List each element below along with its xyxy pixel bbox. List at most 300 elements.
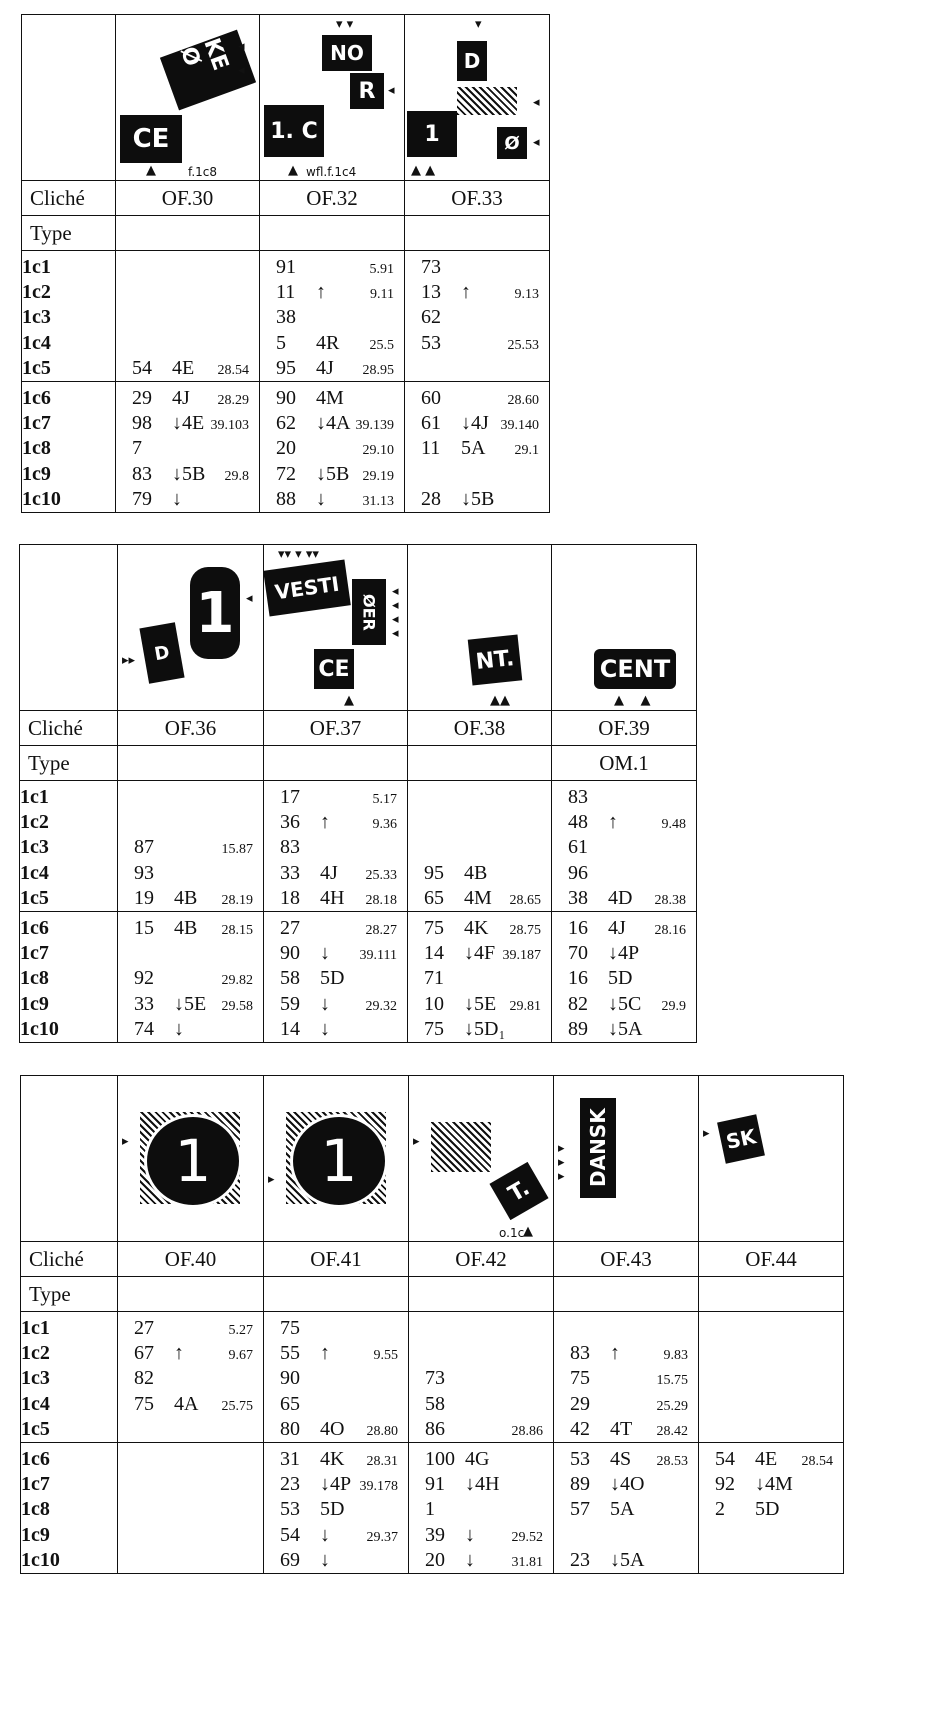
data-cell [116, 251, 260, 382]
image-cell-of37 [264, 545, 408, 711]
stamp-fragment-image: DANSK [580, 1098, 616, 1198]
data-cell [264, 1312, 409, 1443]
position-number: 27 [280, 917, 300, 940]
reference-number: 28.53 [656, 1454, 688, 1470]
data-cell [116, 382, 260, 513]
entry-line [552, 810, 696, 835]
type-value [699, 1277, 844, 1312]
row-labels-upper [22, 251, 116, 382]
reference-number: 29.9 [661, 998, 686, 1014]
position-number: 15 [134, 917, 154, 940]
entry-line [409, 1523, 553, 1548]
variety-code: ↓ [320, 942, 330, 965]
position-number: 73 [425, 1367, 445, 1390]
variety-code: ↓4F [464, 942, 496, 965]
position-number: 1 [425, 1498, 435, 1521]
data-cell [260, 382, 405, 513]
type-value [118, 746, 264, 781]
reference-number: 9.13 [514, 287, 539, 303]
position-number: 36 [280, 811, 300, 834]
image-caption: o.1c [499, 1226, 525, 1240]
position-number: 87 [134, 836, 154, 859]
entry-line [409, 1316, 553, 1341]
stamp-fragment-image: R [350, 73, 384, 109]
row-label: 1c3 [22, 306, 51, 329]
variety-code: ↓5E [174, 992, 207, 1015]
variety-code: 4E [755, 1448, 778, 1471]
reference-number: 25.33 [365, 867, 397, 883]
type-value [116, 216, 260, 251]
arrow-marker-icon: ◂ [533, 135, 540, 150]
data-cell [552, 912, 697, 1043]
arrow-marker-icon: ◂ [238, 63, 245, 78]
variety-code: 5D [608, 967, 633, 990]
variety-code: 4G [465, 1448, 490, 1471]
reference-number: 28.54 [217, 362, 249, 378]
image-cell-of41 [264, 1076, 409, 1242]
cliche-label: Cliché [20, 711, 118, 746]
entry-line [554, 1341, 698, 1366]
entry-line [405, 255, 549, 280]
data-cell [118, 912, 264, 1043]
entry-line [554, 1417, 698, 1442]
reference-number: 9.11 [370, 287, 394, 303]
entry-line [260, 356, 404, 381]
position-number: 38 [568, 886, 588, 909]
entry-line [699, 1548, 843, 1573]
arrow-marker-icon: ▸ [703, 1126, 710, 1141]
position-number: 54 [280, 1523, 300, 1546]
position-number: 59 [280, 992, 300, 1015]
reference-number: 28.65 [509, 892, 541, 908]
row-label: 1c9 [20, 992, 49, 1015]
position-number: 54 [715, 1448, 735, 1471]
entry-line [118, 966, 263, 991]
variety-code: 4J [316, 356, 334, 379]
position-number: 14 [424, 942, 444, 965]
plate-table-2 [19, 544, 697, 1043]
position-number: 75 [424, 1017, 444, 1040]
reference-number: 28.75 [509, 923, 541, 939]
entry-line [554, 1392, 698, 1417]
type-value [264, 1277, 409, 1312]
position-number: 53 [421, 331, 441, 354]
entry-line [552, 785, 696, 810]
entry-line [260, 386, 404, 411]
position-number: 65 [280, 1392, 300, 1415]
reference-number: 25.53 [507, 337, 539, 353]
variety-code: 4B [174, 886, 198, 909]
row-label: 1c5 [20, 886, 49, 909]
entry-line [116, 331, 259, 356]
entry-line [116, 280, 259, 305]
position-number: 39 [425, 1523, 445, 1546]
position-number: 83 [570, 1342, 590, 1365]
arrow-marker-icon: ▲ [344, 693, 354, 708]
entry-line [409, 1497, 553, 1522]
position-number: 74 [134, 1017, 154, 1040]
row-label: 1c10 [20, 1017, 59, 1040]
position-number: 91 [276, 256, 296, 278]
variety-code: ↓4P [320, 1473, 352, 1496]
cliche-value: OF.40 [118, 1242, 264, 1277]
entry-line [552, 1017, 696, 1042]
corner-cell [21, 1076, 118, 1242]
image-cell-of42 [409, 1076, 554, 1242]
entry-line [552, 941, 696, 966]
arrow-marker-icon: ▸▸ [122, 653, 136, 668]
position-number: 7 [132, 437, 142, 460]
entry-line [118, 916, 263, 941]
entry-line [260, 436, 404, 461]
entry-line [408, 861, 551, 886]
row-label: 1c3 [20, 836, 49, 859]
variety-code: ↓5E [464, 992, 497, 1015]
entry-line [118, 861, 263, 886]
variety-code: ↓ [465, 1548, 475, 1571]
entry-line [264, 1447, 408, 1472]
arrow-marker-icon: ▲ ▲ [614, 693, 651, 708]
variety-code: ↓ [316, 487, 326, 510]
entry-line [260, 462, 404, 487]
entry-line [405, 386, 549, 411]
row-label: 1c10 [21, 1548, 60, 1571]
variety-code: 4J [172, 387, 190, 410]
variety-code: ↑ [320, 811, 330, 834]
reference-number: 29.1 [514, 443, 539, 459]
variety-code: 5A [461, 437, 486, 460]
row-label: 1c2 [22, 281, 51, 304]
reference-number: 9.83 [663, 1348, 688, 1364]
reference-number: 29.8 [224, 468, 249, 484]
position-number: 79 [132, 487, 152, 510]
position-number: 65 [424, 886, 444, 909]
stamp-fragment-image: Ø [497, 127, 527, 159]
position-number: 70 [568, 942, 588, 965]
image-cell-of33 [405, 15, 550, 181]
stamp-fragment-image: D [139, 622, 184, 683]
entry-line [405, 411, 549, 436]
plate-table-1 [21, 14, 550, 513]
entry-line [408, 916, 551, 941]
entry-line [260, 305, 404, 330]
position-number: 53 [570, 1448, 590, 1471]
entry-line [409, 1548, 553, 1573]
position-number: 75 [424, 917, 444, 940]
entry-line [552, 992, 696, 1017]
position-number: 61 [421, 412, 441, 435]
variety-code: ↑ [320, 1342, 330, 1365]
data-cell [264, 1443, 409, 1574]
position-number: 98 [132, 412, 152, 435]
data-cell [118, 1443, 264, 1574]
entry-line [118, 1447, 263, 1472]
position-number: 20 [425, 1548, 445, 1571]
entry-line [118, 1392, 263, 1417]
reference-number: 15.75 [656, 1373, 688, 1389]
position-number: 2 [715, 1498, 725, 1521]
position-number: 58 [425, 1392, 445, 1415]
reference-number: 28.54 [801, 1454, 833, 1470]
data-cell [408, 912, 552, 1043]
arrow-marker-icon: ◂ [388, 83, 395, 98]
entry-line [554, 1497, 698, 1522]
row-label: 1c10 [22, 487, 61, 510]
entry-line [408, 941, 551, 966]
reference-number: 9.36 [372, 817, 397, 833]
row-label: 1c7 [22, 412, 51, 435]
position-number: 33 [134, 992, 154, 1015]
entry-line [699, 1392, 843, 1417]
entry-line [264, 916, 407, 941]
variety-code: 4H [320, 886, 345, 909]
variety-code: 4J [320, 861, 338, 884]
entry-line [554, 1366, 698, 1391]
reference-number: 29.37 [366, 1529, 398, 1545]
arrow-marker-icon: ◂ [246, 591, 253, 606]
stamp-fragment-image: NO [322, 35, 372, 71]
reference-number: 28.31 [366, 1454, 398, 1470]
position-number: 19 [134, 886, 154, 909]
entry-line [552, 966, 696, 991]
image-caption: f.1c8 [188, 165, 218, 179]
image-cell-of40 [118, 1076, 264, 1242]
reference-number: 39.187 [502, 948, 541, 964]
reference-number: 28.29 [217, 393, 249, 409]
variety-code: ↓5D₁ [464, 1017, 506, 1040]
position-number: 60 [421, 387, 441, 410]
stamp-fragment-image: 1 [407, 111, 457, 157]
variety-code: ↓4H [465, 1473, 500, 1496]
reference-number: 25.5 [369, 337, 394, 353]
position-number: 95 [424, 861, 444, 884]
entry-line [264, 1417, 408, 1442]
position-number: 20 [276, 437, 296, 460]
stamp-fragment-image: 1 [290, 1114, 388, 1208]
data-cell [118, 1312, 264, 1443]
stamp-fragment-image: CE [314, 649, 354, 689]
data-cell [409, 1443, 554, 1574]
arrow-marker-icon: ▸ [268, 1172, 275, 1187]
row-label: 1c1 [21, 1317, 50, 1339]
position-number: 16 [568, 967, 588, 990]
entry-line [260, 331, 404, 356]
arrow-marker-icon: ▲ [523, 1224, 533, 1239]
reference-number: 28.95 [362, 362, 394, 378]
entry-line [116, 436, 259, 461]
position-number: 72 [276, 462, 296, 485]
entry-line [699, 1341, 843, 1366]
position-number: 90 [280, 942, 300, 965]
variety-code: ↓5C [608, 992, 642, 1015]
data-cell [552, 781, 697, 912]
data-cell [260, 251, 405, 382]
entry-line [408, 992, 551, 1017]
row-label: 1c6 [21, 1448, 50, 1471]
stamp-fragment-image: 1 [190, 567, 240, 659]
cliche-label: Cliché [22, 181, 116, 216]
position-number: 83 [132, 462, 152, 485]
cliche-value: OF.36 [118, 711, 264, 746]
image-cell-of44 [699, 1076, 844, 1242]
entry-line [408, 835, 551, 860]
variety-code: ↓5A [608, 1017, 643, 1040]
reference-number: 39.178 [359, 1479, 398, 1495]
entry-line [264, 1316, 408, 1341]
position-number: 92 [715, 1473, 735, 1496]
arrow-marker-icon: ◂ [533, 95, 540, 110]
position-number: 75 [134, 1392, 154, 1415]
row-label: 1c3 [21, 1367, 50, 1390]
position-number: 95 [276, 356, 296, 379]
variety-code: 4M [316, 387, 344, 410]
corner-cell [20, 545, 118, 711]
stamp-fragment-image: D [457, 41, 487, 81]
entry-line [552, 916, 696, 941]
entry-line [699, 1523, 843, 1548]
position-number: 83 [280, 836, 300, 859]
entry-line [405, 280, 549, 305]
arrow-marker-icon: ◂ [238, 39, 245, 54]
position-number: 61 [568, 836, 588, 859]
variety-code: ↓5B [172, 462, 206, 485]
cliche-value: OF.42 [409, 1242, 554, 1277]
variety-code: ↓ [320, 1548, 330, 1571]
type-value [118, 1277, 264, 1312]
entry-line [554, 1472, 698, 1497]
row-label: 1c7 [20, 942, 49, 965]
cliche-value: OF.39 [552, 711, 697, 746]
reference-number: 25.29 [656, 1398, 688, 1414]
entry-line [405, 436, 549, 461]
entry-line [552, 861, 696, 886]
variety-code: ↑ [174, 1342, 184, 1365]
reference-number: 9.55 [373, 1348, 398, 1364]
variety-code: 4R [316, 331, 340, 354]
position-number: 93 [134, 861, 154, 884]
variety-code: ↓4O [610, 1473, 645, 1496]
position-number: 92 [134, 967, 154, 990]
data-cell [554, 1312, 699, 1443]
variety-code: ↓4J [461, 412, 489, 435]
cliche-value: OF.30 [116, 181, 260, 216]
stamp-fragment-image: ØER [352, 579, 386, 645]
type-value [554, 1277, 699, 1312]
position-number: 23 [570, 1548, 590, 1571]
entry-line [264, 1497, 408, 1522]
image-cell-of32 [260, 15, 405, 181]
entry-line [409, 1447, 553, 1472]
row-label: 1c5 [22, 356, 51, 379]
row-label: 1c8 [22, 437, 51, 460]
cliche-value: OF.32 [260, 181, 405, 216]
variety-code: 4D [608, 886, 633, 909]
reference-number: 5.17 [372, 792, 397, 807]
row-labels-lower [22, 382, 116, 513]
type-label: Type [22, 216, 116, 251]
entry-line [260, 280, 404, 305]
reference-number: 28.38 [654, 892, 686, 908]
position-number: 23 [280, 1473, 300, 1496]
data-cell [699, 1312, 844, 1443]
position-number: 62 [421, 306, 441, 329]
row-label: 1c8 [21, 1498, 50, 1521]
arrow-marker-icon: ▲ ▲ [411, 163, 436, 178]
variety-code: ↓ [320, 992, 330, 1015]
entry-line [405, 487, 549, 512]
type-value [409, 1277, 554, 1312]
position-number: 90 [276, 387, 296, 410]
position-number: 10 [424, 992, 444, 1015]
entry-line [116, 255, 259, 280]
entry-line [264, 835, 407, 860]
reference-number: 29.10 [362, 443, 394, 459]
reference-number: 28.86 [511, 1423, 543, 1439]
entry-line [116, 305, 259, 330]
image-caption: wfl.f.1c4 [306, 165, 357, 179]
stamp-fragment-image: KE Ø [160, 30, 256, 111]
entry-line [116, 356, 259, 381]
stamp-fragment-image [457, 87, 517, 115]
cliche-value: OF.37 [264, 711, 408, 746]
type-value [264, 746, 408, 781]
arrow-marker-icon: ▾ [475, 17, 482, 32]
row-label: 1c4 [21, 1392, 50, 1415]
reference-number: 31.81 [511, 1554, 543, 1570]
position-number: 88 [276, 487, 296, 510]
data-cell [554, 1443, 699, 1574]
entry-line [409, 1417, 553, 1442]
position-number: 17 [280, 786, 300, 808]
position-number: 90 [280, 1367, 300, 1390]
position-number: 69 [280, 1548, 300, 1571]
position-number: 13 [421, 281, 441, 304]
entry-line [118, 1523, 263, 1548]
stamp-fragment-image: CENT [594, 649, 676, 689]
entry-line [118, 1017, 263, 1042]
variety-code: 4J [608, 917, 626, 940]
position-number: 75 [570, 1367, 590, 1390]
entry-line [118, 1497, 263, 1522]
position-number: 54 [132, 356, 152, 379]
entry-line [260, 411, 404, 436]
entry-line [409, 1472, 553, 1497]
data-cell [405, 251, 550, 382]
image-cell-of43 [554, 1076, 699, 1242]
entry-line [699, 1417, 843, 1442]
entry-line [699, 1497, 843, 1522]
reference-number: 29.32 [365, 998, 397, 1014]
position-number: 89 [568, 1017, 588, 1040]
variety-code: 4B [174, 917, 198, 940]
entry-line [264, 1523, 408, 1548]
position-number: 62 [276, 412, 296, 435]
variety-code: ↑ [608, 811, 618, 834]
variety-code: 4O [320, 1417, 345, 1440]
position-number: 18 [280, 886, 300, 909]
entry-line [260, 487, 404, 512]
type-value [405, 216, 550, 251]
reference-number: 28.27 [365, 923, 397, 939]
position-number: 27 [134, 1317, 154, 1339]
entry-line [405, 356, 549, 381]
arrow-marker-icon: ▾▾ ▾ ▾▾ [278, 547, 319, 562]
entry-line [264, 1017, 407, 1042]
variety-code: ↓5B [461, 487, 495, 510]
variety-code: ↓5B [316, 462, 350, 485]
reference-number: 28.15 [221, 923, 253, 939]
reference-number: 28.42 [656, 1423, 688, 1439]
